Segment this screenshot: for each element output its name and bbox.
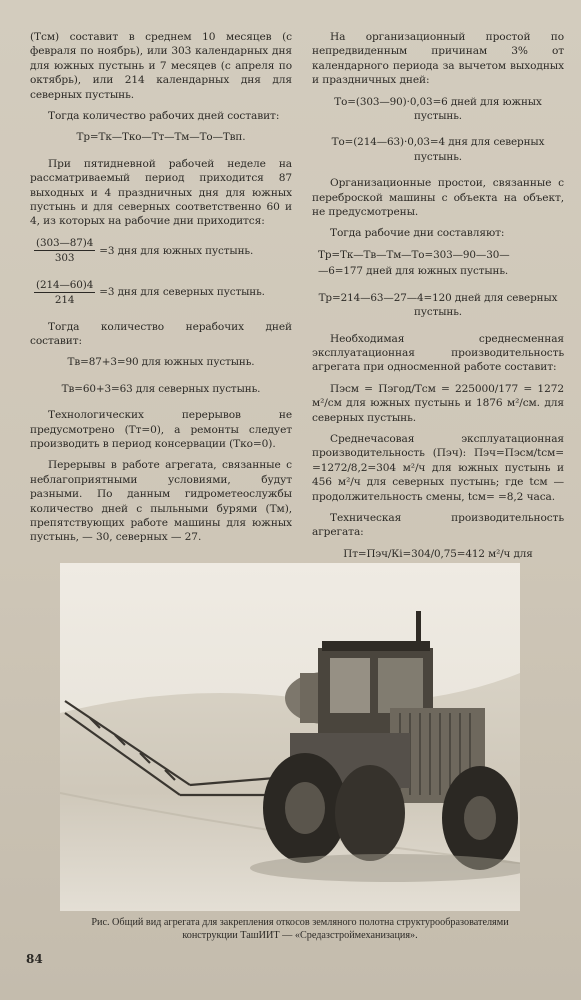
paragraph: Тогда рабочие дни составляют:: [330, 227, 505, 240]
paragraph: При пятидневной рабочей неделе на рассматриваемый период приходится 87 выходных и 4 праздничных дня для южных пустынь и для северных соответственно 60 и 4, из которых на рабочие дни приходится:: [30, 157, 292, 228]
fraction-numerator: (214—60)4: [34, 278, 95, 293]
paragraph: Организационные простои, связанные с переброской машины с объекта на объект, не предусмотрены.: [312, 177, 564, 219]
formula: Тв=60+3=63 для северных пустынь.: [61, 382, 261, 395]
paragraph: Тогда количество рабочих дней составит:: [48, 110, 280, 123]
page-number: 84: [26, 952, 43, 966]
fraction-denominator: 303: [54, 252, 75, 265]
fraction-result: =3 дня для южных пустынь.: [99, 244, 254, 257]
fraction-numerator: (303—87)4: [34, 236, 95, 251]
fraction-denominator: 214: [54, 294, 75, 307]
formula: Тр=Тк—Тко—Тт—Тм—То—Твп.: [76, 131, 246, 144]
paragraph: На организационный простой по непредвиденным причинам 3% от календарного периода за вычетом выходных и праздничных дней:: [312, 31, 564, 87]
fraction: [34, 278, 95, 308]
left-column: [30, 30, 292, 552]
paragraph: (Тсм) составит в среднем 10 месяцев (с февраля по ноябрь), или 303 календарных дня для южных пустынь и 7 месяцев (с апреля по октябрь), или 214 календарных дня для северных пустынь.: [30, 31, 292, 101]
figure-caption: Рис. Общий вид агрегата для закрепления откосов земляного полотна структурообразователями конструкции ТашИИТ — «Средазстроймеханизация».: [91, 917, 509, 941]
paragraph: Тогда количество нерабочих дней составит:: [30, 320, 292, 347]
paragraph: Перерывы в работе агрегата, связанные с неблагоприятными условиями, будут разными. По данным гидрометеослужбы количество дней с пыльными бурями (Тм), препятствующих работе машины для южных пустынь, — 30, северных — 27.: [30, 459, 292, 544]
formula: Тв=87+3=90 для южных пустынь.: [67, 356, 255, 369]
formula: —6=177 дней для южных пустынь.: [318, 265, 509, 278]
fraction-formula: [34, 278, 292, 308]
tractor-photo: [60, 563, 520, 911]
fraction-formula: [34, 236, 292, 266]
formula: То=(303—90)·0,03=6 дней для южных пустынь.: [334, 95, 542, 123]
paragraph: Технологических перерывов не предусмотрено (Тт=0), а ремонты следует производить в период консервации (Тко=0).: [30, 409, 292, 450]
formula: Тр=Тк—Тв—Тм—То=303—90—30—: [318, 248, 510, 261]
paragraph: Пэсм = Пэгод/Тсм = 225000/177 = 1272 м²/см для южных пустынь и 1876 м²/см. для северных пустынь.: [312, 382, 564, 424]
paragraph: Среднечасовая эксплуатационная производительность (Пэч): Пэч=Пэсм/tсм= =1272/8,2=304 м²/ч для южных пустынь и 456 м²/ч для северных пустынь; где tсм — продолжительность смены, tсм= =8,2 часа.: [312, 432, 564, 503]
paragraph: Необходимая среднесменная эксплуатационная производительность агрегата при односменной работе составит:: [312, 332, 564, 374]
fraction: [34, 236, 95, 266]
formula: То=(214—63)·0,03=4 дня для северных пустынь.: [331, 136, 545, 163]
paragraph: Техническая производительность агрегата:: [312, 511, 564, 539]
formula: Пт=Пэч/Кi=304/0,75=412 м²/ч для: [343, 547, 533, 560]
fraction-result: =3 дня для северных пустынь.: [99, 286, 265, 299]
formula: Тр=214—63—27—4=120 дней для северных пустынь.: [318, 291, 558, 319]
right-column: [312, 30, 564, 573]
